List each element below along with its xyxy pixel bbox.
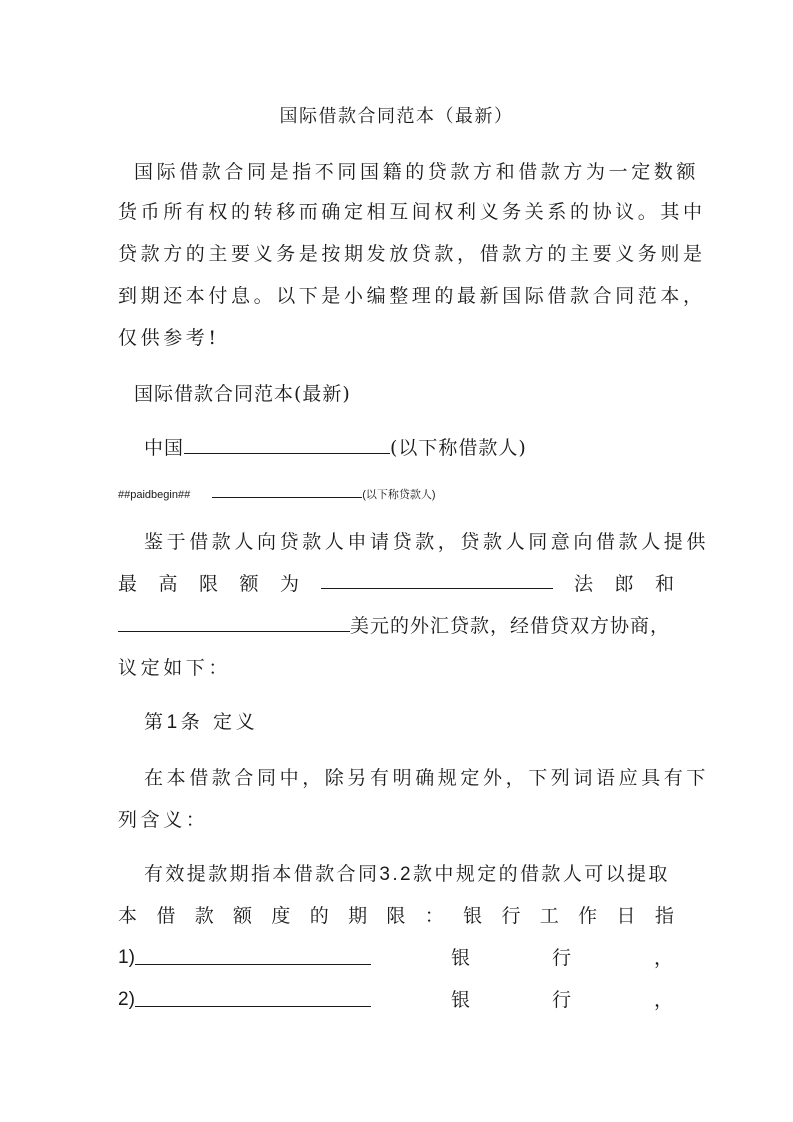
drawdown-word: 借: [156, 905, 176, 927]
borrower-name-blank: [184, 437, 390, 454]
bank-word: 银: [451, 989, 471, 1011]
drawdown-prefix: 有效提款期指本借款合同: [144, 863, 380, 885]
recital-line-3-text: 美元的外汇贷款，经借贷双方协商，: [350, 615, 671, 637]
borrower-line: [144, 436, 700, 460]
definitions-line-1: 在本借款合同中，除另有明确规定外，下列词语应具有下: [144, 767, 710, 789]
recital-word: 为: [280, 573, 300, 595]
drawdown-line-1: [144, 862, 674, 887]
dollar-amount-blank: [118, 615, 350, 632]
drawdown-word: 指: [654, 905, 674, 927]
recital-line-1: 鉴于借款人向贷款人申请贷款，贷款人同意向借款人提供: [144, 531, 710, 553]
recital-line-4: 议定如下：: [118, 657, 232, 679]
article-number: 1: [166, 712, 181, 733]
lender-name-blank: [212, 487, 362, 498]
bank-name-blank: [135, 990, 371, 1007]
bank-word: ，: [654, 947, 674, 969]
intro-line-2: 货币所有权的转移而确定相互间权利义务关系的协议。其中: [118, 201, 706, 223]
recital-word: 限: [199, 573, 219, 595]
article-1-heading: [144, 710, 700, 735]
drawdown-word: 工: [539, 905, 559, 927]
drawdown-suffix: 款中规定的借款人可以提取: [413, 863, 670, 885]
drawdown-word: 期: [348, 905, 368, 927]
definitions-line-2: 列含义：: [118, 809, 209, 831]
drawdown-word: 款: [194, 905, 214, 927]
intro-line-5: 仅供参考!: [118, 327, 220, 349]
drawdown-word: 行: [501, 905, 521, 927]
bank-word: 行: [552, 947, 572, 969]
franc-amount-blank: [321, 572, 553, 589]
intro-line-1: 国际借款合同是指不同国籍的贷款方和借款方为一定数额: [134, 161, 700, 183]
lender-suffix: (以下称贷款人): [362, 489, 436, 501]
bank-word: 银: [451, 947, 471, 969]
intro-line-3: 贷款方的主要义务是按期发放贷款，借款方的主要义务则是: [118, 243, 706, 265]
recital-word: 最: [118, 573, 138, 595]
clause-number: 3.2: [379, 864, 414, 885]
contract-subtitle: 国际借款合同范本(最新): [134, 383, 351, 405]
drawdown-line-2: [118, 904, 674, 928]
drawdown-word: 日: [616, 905, 636, 927]
bank-name-blank: [135, 948, 371, 965]
recital-word: 和: [654, 573, 674, 595]
drawdown-word: 本: [118, 905, 138, 927]
drawdown-word: 银: [463, 905, 483, 927]
recital-word: 郎: [614, 573, 634, 595]
article-label-suffix: 条 定义: [180, 711, 259, 733]
drawdown-word: ：: [424, 905, 444, 927]
drawdown-word: 作: [578, 905, 598, 927]
bank-word: 行: [552, 989, 572, 1011]
bank-item-marker: 2): [118, 989, 135, 1010]
recital-line-2: [118, 572, 674, 596]
bank-item-marker: 1): [118, 947, 135, 968]
borrower-prefix: 中国: [144, 437, 185, 459]
recital-word: 额: [239, 573, 259, 595]
drawdown-word: 度: [271, 905, 291, 927]
recital-word: 高: [158, 573, 178, 595]
drawdown-word: 限: [386, 905, 406, 927]
drawdown-word: 额: [233, 905, 253, 927]
intro-line-4: 到期还本付息。以下是小编整理的最新国际借款合同范本，: [118, 285, 706, 307]
paid-begin-marker: ##paidbegin##: [118, 489, 191, 501]
borrower-suffix: (以下称借款人): [390, 437, 527, 459]
document-title: 国际借款合同范本（最新）: [279, 106, 514, 127]
recital-line-3: [118, 614, 674, 638]
lender-line: [118, 487, 674, 502]
recital-word: 法: [573, 573, 593, 595]
bank-word: ，: [654, 989, 674, 1011]
drawdown-word: 的: [309, 905, 329, 927]
article-label-prefix: 第: [144, 711, 167, 733]
